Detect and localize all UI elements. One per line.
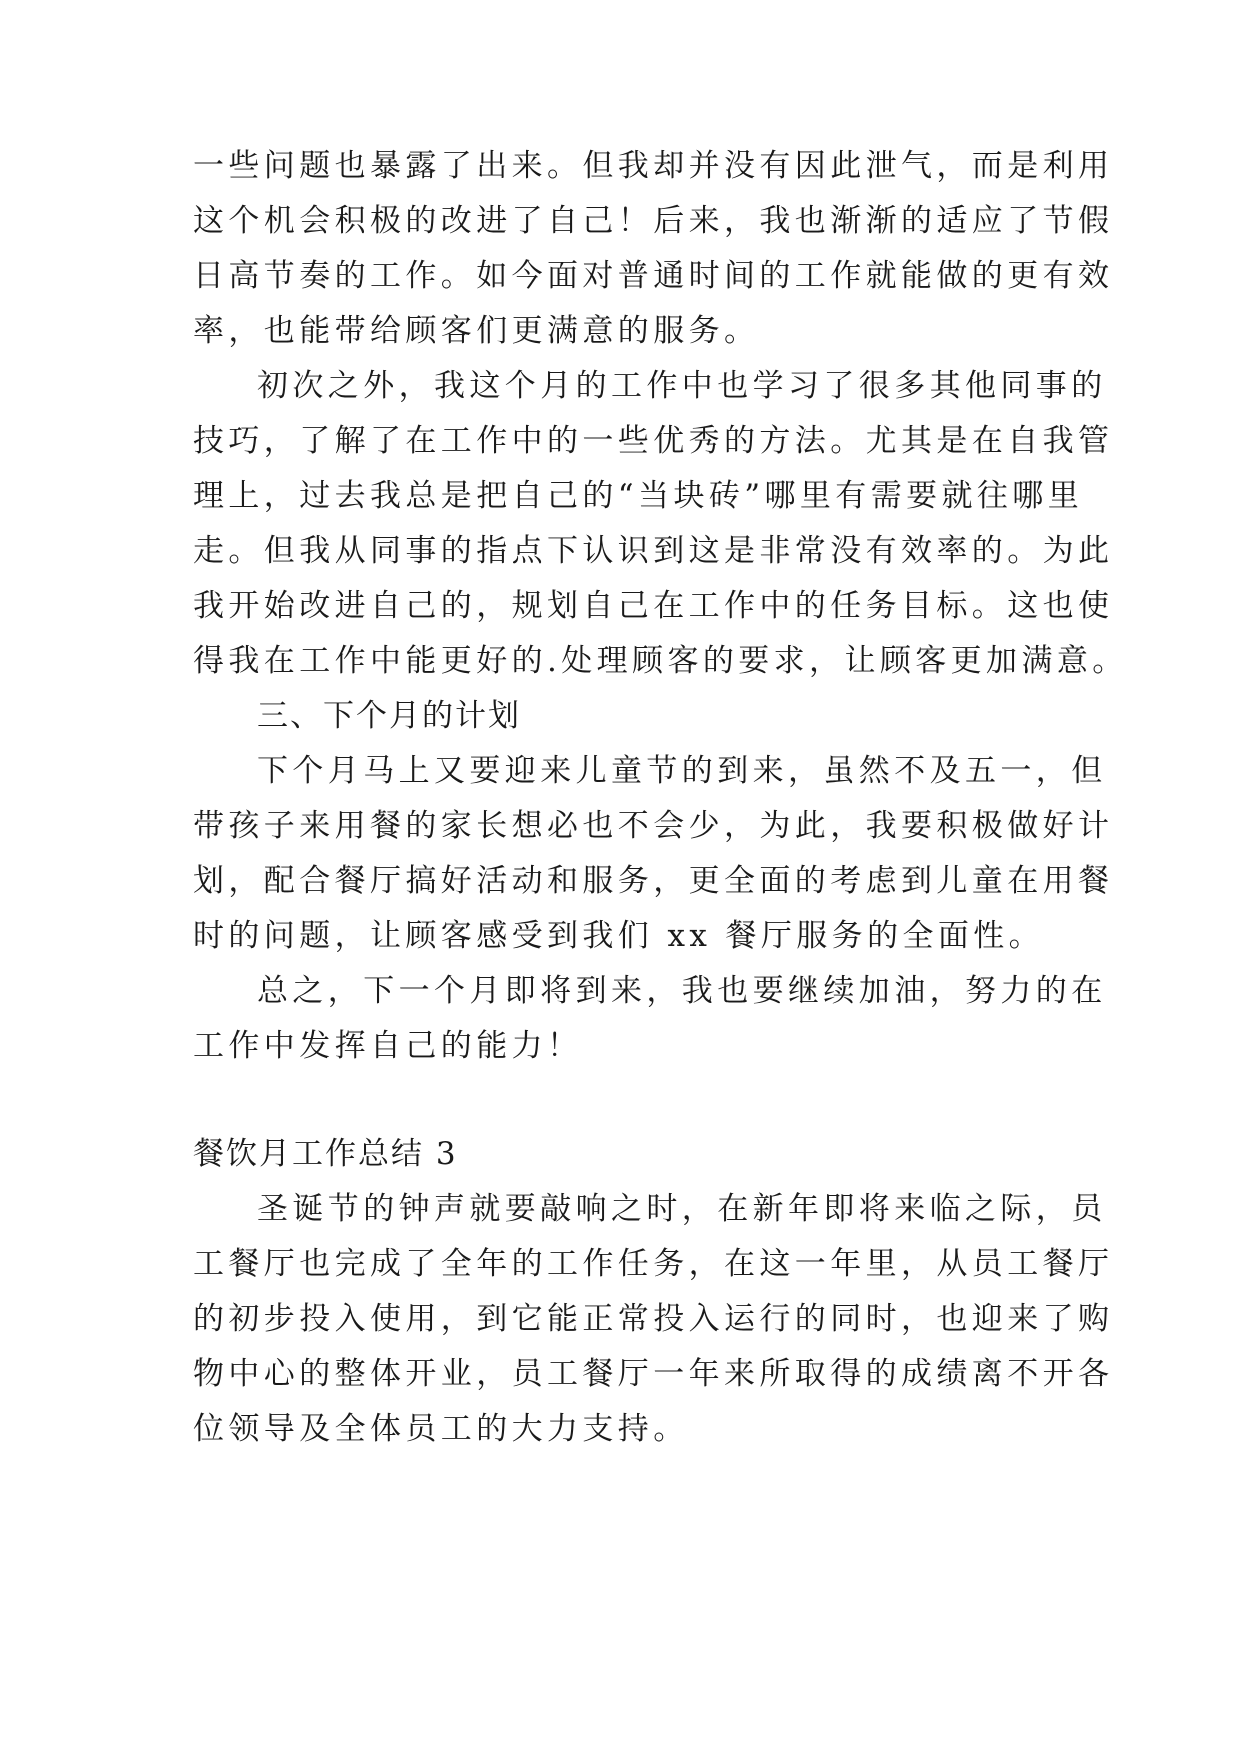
paragraph-2-line-1: 初次之外，我这个月的工作中也学习了很多其他同事的 [257,368,1107,404]
paragraph-2-line-2: 技巧，了解了在工作中的一些优秀的方法。尤其是在自我管 [193,423,1114,459]
paragraph-5-line-1: 圣诞节的钟声就要敲响之时，在新年即将来临之际，员 [257,1191,1107,1227]
paragraph-5-line-4: 物中心的整体开业，员工餐厅一年来所取得的成绩离不开各 [193,1356,1114,1392]
paragraph-5-line-3: 的初步投入使用，到它能正常投入运行的同时，也迎来了购 [193,1301,1114,1337]
paragraph-2-line-6: 得我在工作中能更好的.处理顾客的要求，让顾客更加满意。 [193,643,1128,679]
paragraph-1-line-2: 这个机会积极的改进了自己！后来，我也渐渐的适应了节假 [193,203,1114,239]
paragraph-2-line-3: 理上，过去我总是把自己的“当块砖”哪里有需要就往哪里 [193,478,1084,514]
paragraph-5-line-5: 位领导及全体员工的大力支持。 [193,1411,689,1447]
paragraph-3-line-4: 时的问题，让顾客感受到我们 xx 餐厅服务的全面性。 [193,918,1045,954]
paragraph-3-line-1: 下个月马上又要迎来儿童节的到来，虽然不及五一，但 [257,753,1107,789]
paragraph-2-line-4: 走。但我从同事的指点下认识到这是非常没有效率的。为此 [193,533,1114,569]
paragraph-1-line-1: 一些问题也暴露了出来。但我却并没有因此泄气，而是利用 [193,148,1114,184]
paragraph-4-line-2: 工作中发挥自己的能力！ [193,1028,583,1064]
paragraph-1-line-4: 率，也能带给顾客们更满意的服务。 [193,313,760,349]
section-heading: 三、下个月的计划 [257,698,521,734]
article-title: 餐饮月工作总结 3 [193,1136,458,1172]
paragraph-5-line-2: 工餐厅也完成了全年的工作任务，在这一年里，从员工餐厅 [193,1246,1114,1282]
paragraph-1-line-3: 日高节奏的工作。如今面对普通时间的工作就能做的更有效 [193,258,1114,294]
paragraph-3-line-3: 划，配合餐厅搞好活动和服务，更全面的考虑到儿童在用餐 [193,863,1114,899]
paragraph-4-line-1: 总之，下一个月即将到来，我也要继续加油，努力的在 [257,973,1107,1009]
paragraph-2-line-5: 我开始改进自己的，规划自己在工作中的任务目标。这也使 [193,588,1114,624]
paragraph-3-line-2: 带孩子来用餐的家长想必也不会少，为此，我要积极做好计 [193,808,1114,844]
